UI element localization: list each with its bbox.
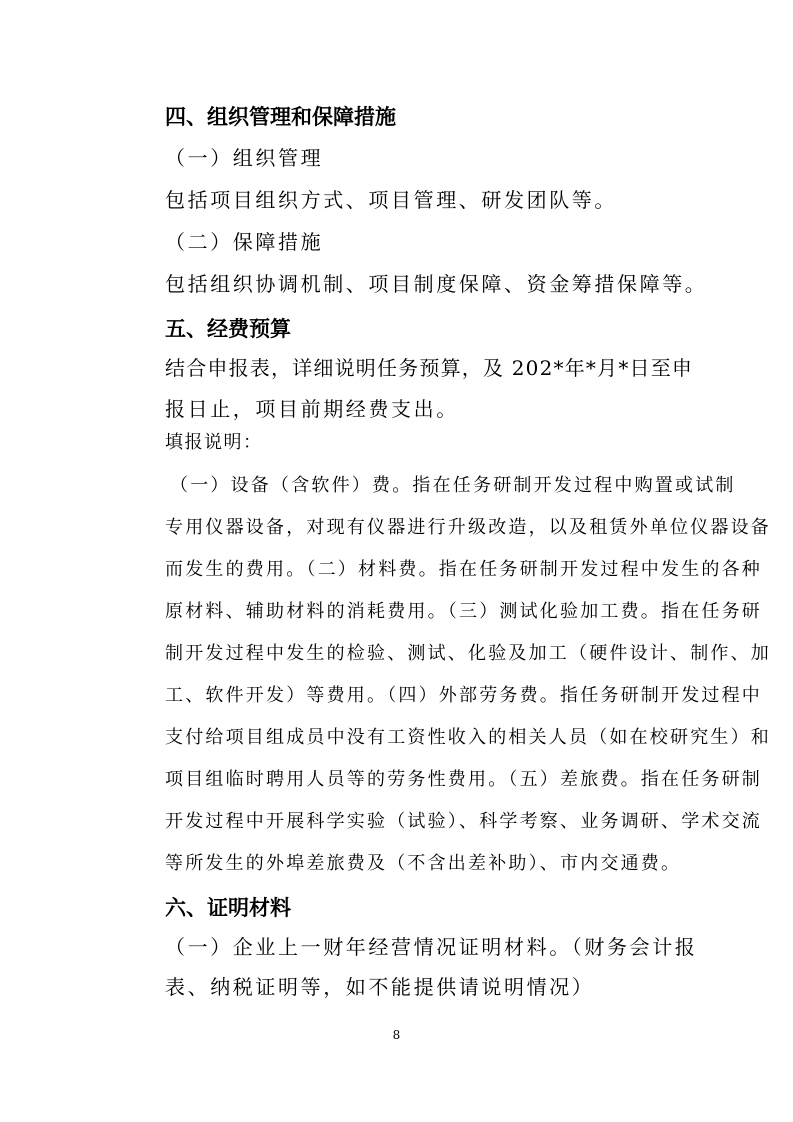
section-5-intro-line: 结合申报表，详细说明任务预算，及 202*年*月*日至申 xyxy=(165,356,694,380)
instructions-line: 制开发过程中发生的检验、测试、化验及加工（硬件设计、制作、加 xyxy=(165,643,771,664)
instructions-line: 支付给项目组成员中没有工资性收入的相关人员（如在校研究生）和 xyxy=(165,727,771,748)
instructions-line: 开发过程中开展科学实验（试验）、科学考察、业务调研、学术交流 xyxy=(165,811,762,832)
instructions-line: 而发生的费用。（二）材料费。指在任务研制开发过程中发生的各种 xyxy=(165,559,762,580)
instructions-line: 原材料、辅助材料的消耗费用。（三）测试化验加工费。指在任务研 xyxy=(165,601,762,622)
page-number: 8 xyxy=(392,1028,401,1042)
section-4-subheading-1: （一）组织管理 xyxy=(165,146,324,170)
section-6-line: （一）企业上一财年经营情况证明材料。（财务会计报 xyxy=(165,935,698,959)
section-6-heading: 六、证明材料 xyxy=(165,895,291,920)
section-5-intro-line: 报日止，项目前期经费支出。 xyxy=(165,397,459,421)
instructions-line: 项目组临时聘用人员等的劳务性费用。（五）差旅费。指在任务研制 xyxy=(165,769,762,790)
instructions-line: 等所发生的外埠差旅费及（不含出差补助）、市内交通费。 xyxy=(165,853,682,874)
instructions-line: 工、软件开发）等费用。（四）外部劳务费。指任务研制开发过程中 xyxy=(165,685,762,706)
instructions-line: （一）设备（含软件）费。指在任务研制开发过程中购置或试制 xyxy=(170,475,736,496)
section-4-heading: 四、组织管理和保障措施 xyxy=(165,104,396,129)
instructions-line: 专用仪器设备，对现有仪器进行升级改造，以及租赁外单位仪器设备 xyxy=(165,517,771,538)
section-5-heading: 五、经费预算 xyxy=(165,316,291,341)
section-4-subheading-2: （二）保障措施 xyxy=(165,230,324,254)
section-4-paragraph-1: 包括项目组织方式、项目管理、研发团队等。 xyxy=(165,188,617,212)
section-6-line: 表、纳税证明等，如不能提供请说明情况） xyxy=(165,975,595,999)
section-4-paragraph-2: 包括组织协调机制、项目制度保障、资金筹措保障等。 xyxy=(165,272,708,296)
filling-instructions-label: 填报说明： xyxy=(165,432,263,453)
